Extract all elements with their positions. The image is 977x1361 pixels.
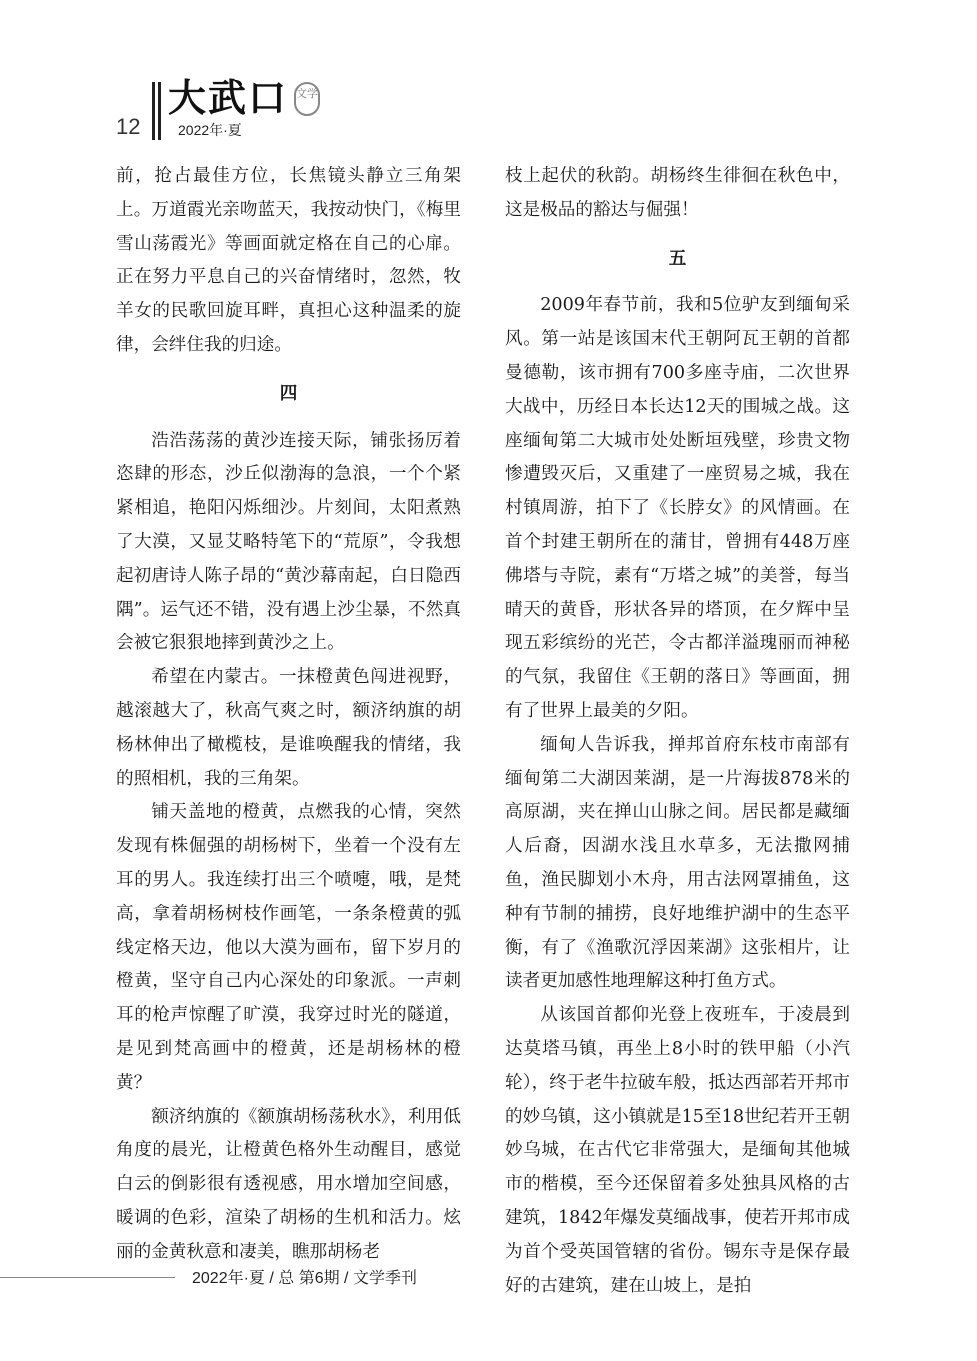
paragraph: 枝上起伏的秋韵。胡杨终生徘徊在秋色中，这是极品的豁达与倔强！	[505, 166, 850, 220]
right-column	[505, 160, 850, 1303]
footer-rule	[0, 1277, 175, 1278]
seal-icon: 文学	[294, 82, 320, 116]
magazine-logo: 大武口	[168, 75, 289, 120]
paragraph: 2009年春节前，我和5位驴友到缅甸采风。第一站是该国末代王朝阿瓦王朝的首都曼德勒，该市拥有700多座寺庙，二次世界大战中，历经日本长达12天的围城之战。这座缅甸第二大城市处处断垣残壁，珍贵文物惨遭毁灭后，又重建了一座贸易之城，我在村镇周游，拍下了《长脖女》的风情画。在首个封建王朝所在的蒲甘，曾拥有448万座佛塔与寺院，素有“万塔之城”的美誉，每当晴天的黄昏，形状各异的塔顶，在夕辉中呈现五彩缤纷的光芒，令古都洋溢瑰丽而神秘的气氛，我留住《王朝的落日》等画面，拥有了世界上最美的夕阳。	[505, 295, 850, 721]
paragraph: 从该国首都仰光登上夜班车，于凌晨到达莫塔马镇，再坐上8小时的铁甲船（小汽轮），终于老牛拉破车般，抵达西部若开邦市的妙乌镇，这小镇就是15至18世纪若开王朝妙乌城，在古代它非常强大，是缅甸其他城市的楷模，至今还保留着多处独具风格的古建筑，1842年爆发莫缅战事，使若开邦市成为首个受英国管辖的省份。锡东寺是保存最好的古建筑，建在山坡上，是拍	[505, 1005, 850, 1296]
page-header	[116, 72, 356, 142]
page-number: 12	[116, 114, 141, 139]
issue-season: 2022年·夏	[178, 122, 242, 138]
paragraph: 铺天盖地的橙黄，点燃我的心情，突然发现有株倔强的胡杨树下，坐着一个没有左耳的男人。我连续打出三个喷嚏，哦，是梵高，拿着胡杨树枝作画笔，一条条橙黄的弧线定格天边，他以大漠为画布，留下岁月的橙黄，坚守自己内心深处的印象派。一声刺耳的枪声惊醒了旷漠，我穿过时光的隧道，是见到梵高画中的橙黄，还是胡杨林的橙黄？	[116, 802, 461, 1093]
section-heading: 五	[668, 247, 687, 269]
paragraph: 额济纳旗的《额旗胡杨荡秋水》，利用低角度的晨光，让橙黄色格外生动醒目，感觉白云的倒影很有透视感，用水增加空间感，暖调的色彩，渲染了胡杨的生机和活力。炫丽的金黄秋意和凄美，瞧那胡杨老	[116, 1106, 461, 1262]
paragraph: 前，抢占最佳方位，长焦镜头静立三角架上。万道霞光亲吻蓝天，我按动快门，《梅里雪山荡霞光》等画面就定格在自己的心扉。正在努力平息自己的兴奋情绪时，忽然，牧羊女的民歌回旋耳畔，真担心这种温柔的旋律，会绊住我的归途。	[116, 166, 461, 355]
section-heading: 四	[279, 382, 298, 404]
paragraph: 希望在内蒙古。一抹橙黄色闯进视野，越滚越大了，秋高气爽之时，额济纳旗的胡杨林伸出了橄榄枝，是谁唤醒我的情绪，我的照相机，我的三角架。	[116, 667, 461, 789]
paragraph: 浩浩荡荡的黄沙连接天际，铺张扬厉着恣肆的形态，沙丘似渤海的急浪，一个个紧紧相追，艳阳闪烁细沙。片刻间，太阳煮熟了大漠，又显艾略特笔下的“荒原”，令我想起初唐诗人陈子昂的“黄沙幕南起，白日隐西隅”。运气还不错，没有遇上沙尘暴，不然真会被它狠狠地摔到黄沙之上。	[116, 430, 461, 654]
header-divider	[152, 82, 155, 140]
left-column	[116, 160, 461, 1270]
paragraph: 缅甸人告诉我，掸邦首府东枝市南部有缅甸第二大湖因莱湖，是一片海拔878米的高原湖，夹在掸山山脉之间。居民都是藏缅人后裔，因湖水浅且水草多，无法撒网捕鱼，渔民脚划小木舟，用古法网罩捕鱼，这种有节制的捕捞，良好地维护湖中的生态平衡，有了《渔歌沉浮因莱湖》这张相片，让读者更加感性地理解这种打鱼方式。	[505, 734, 850, 992]
footer-issue-info: 2022年·夏 / 总 第6期 / 文学季刊	[192, 1270, 417, 1287]
header-divider	[158, 82, 161, 140]
